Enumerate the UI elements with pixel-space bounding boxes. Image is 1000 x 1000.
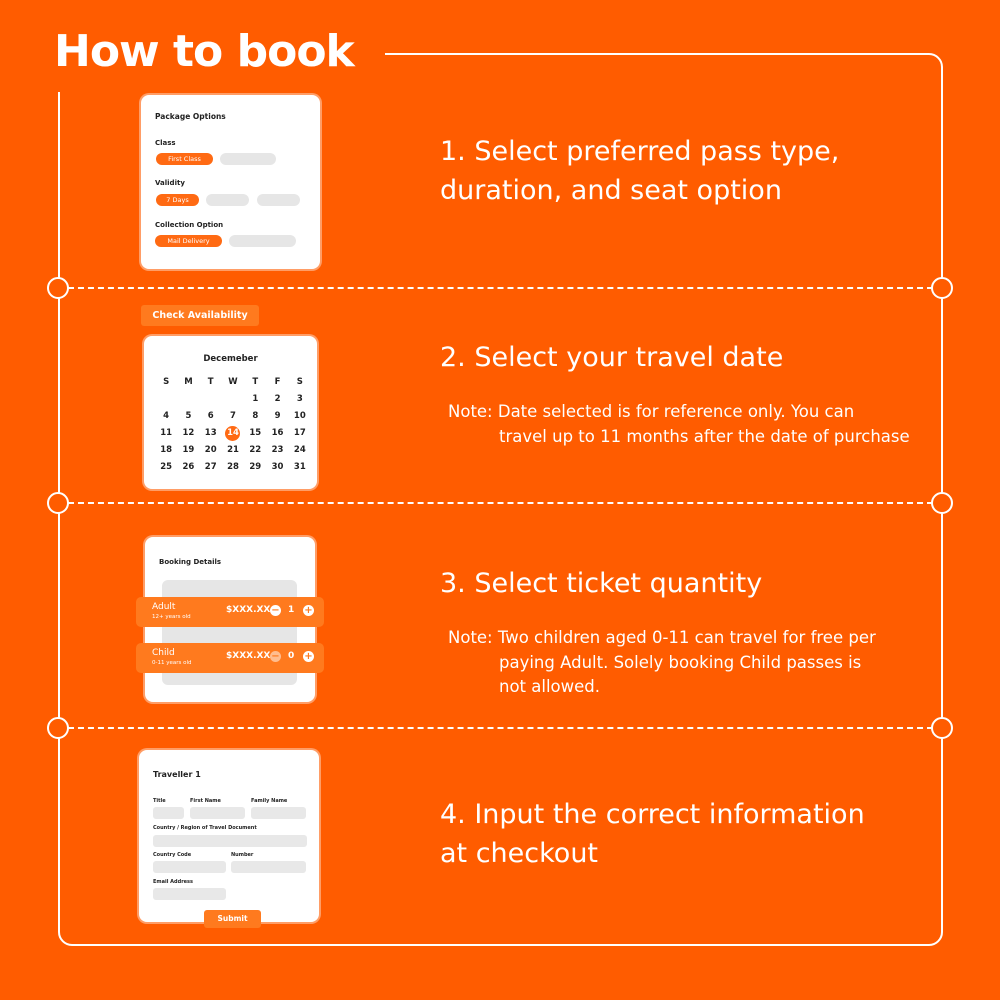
calendar-day[interactable]: 31 — [293, 462, 306, 472]
first-name-input[interactable] — [190, 807, 245, 819]
adult-ticket-row: Adult 12+ years old $XXX.XX − 1 + — [136, 597, 324, 627]
calendar-day[interactable]: 7 — [230, 411, 236, 421]
calendar-day[interactable]: 13 — [204, 428, 217, 438]
calendar-day[interactable]: 19 — [182, 445, 195, 455]
check-availability-button[interactable]: Check Availability — [141, 305, 259, 326]
calendar-day[interactable]: 2 — [274, 394, 281, 404]
step-2-note: Note: Date selected is for reference only. You can travel up to 11 months after the date of purchase — [448, 402, 910, 446]
collection-option[interactable] — [229, 235, 296, 247]
calendar-day[interactable]: 10 — [293, 411, 306, 421]
validity-option[interactable] — [206, 194, 249, 206]
step-3-note: Note: Two children aged 0-11 can travel for free per paying Adult. Solely booking Child passes is not allowed. — [448, 628, 876, 696]
calendar-day[interactable]: 11 — [160, 428, 173, 438]
divider — [58, 287, 943, 289]
submit-button[interactable]: Submit — [204, 910, 261, 928]
calendar-day[interactable]: 1 — [252, 394, 259, 404]
minus-icon[interactable]: − — [271, 651, 280, 662]
number-input[interactable] — [231, 861, 306, 873]
weekday-label: W — [228, 377, 238, 387]
calendar-day[interactable]: 15 — [249, 428, 262, 438]
email-input[interactable] — [153, 888, 226, 900]
country-code-input[interactable] — [153, 861, 226, 873]
calendar-day[interactable]: 22 — [249, 445, 262, 455]
minus-icon[interactable]: − — [271, 605, 280, 616]
calendar-day[interactable]: 4 — [163, 411, 170, 421]
class-option-selected[interactable]: First Class — [156, 153, 213, 165]
page-title: How to book — [54, 26, 354, 77]
country-input[interactable] — [153, 835, 307, 847]
calendar-day[interactable]: 8 — [252, 411, 259, 421]
calendar-day[interactable]: 27 — [204, 462, 217, 472]
calendar-card: Decemeber S M T W T F S 1 2 3 4 5 6 7 8 9 10 11 12 13 14 15 16 17 18 19 20 21 22 23 24 25 26 27 28 29 30 31 — [144, 336, 317, 489]
step-2-text: 2. Select your travel date — [440, 342, 784, 373]
calendar-day[interactable]: 30 — [271, 462, 284, 472]
family-name-input[interactable] — [251, 807, 306, 819]
weekday-label: S — [163, 377, 170, 387]
plus-icon[interactable]: + — [304, 651, 313, 662]
traveller-form-card: Traveller 1 Title First Name Family Name Country / Region of Travel Document Country Code Number Email Address — [139, 750, 319, 922]
weekday-label: F — [274, 377, 281, 387]
calendar-day[interactable]: 28 — [227, 462, 239, 472]
validity-option[interactable] — [257, 194, 300, 206]
step-3-text: 3. Select ticket quantity — [440, 568, 763, 599]
calendar-day[interactable]: 23 — [271, 445, 284, 455]
collection-option-selected[interactable]: Mail Delivery — [155, 235, 222, 247]
calendar-day[interactable]: 12 — [182, 428, 195, 438]
calendar-day[interactable]: 17 — [293, 428, 306, 438]
calendar-day[interactable]: 9 — [274, 411, 281, 421]
weekday-label: T — [252, 377, 259, 387]
weekday-label: S — [296, 377, 303, 387]
calendar-day[interactable]: 18 — [160, 445, 173, 455]
calendar-day[interactable]: 5 — [185, 411, 192, 421]
calendar-day[interactable]: 20 — [204, 445, 217, 455]
calendar-day[interactable]: 25 — [160, 462, 173, 472]
calendar-day[interactable]: 21 — [227, 445, 239, 455]
calendar-day[interactable]: 26 — [182, 462, 195, 472]
plus-icon[interactable]: + — [304, 605, 313, 616]
weekday-label: T — [207, 377, 214, 387]
child-ticket-row: Child 0-11 years old $XXX.XX − 0 + — [136, 643, 324, 673]
calendar-day[interactable]: 24 — [293, 445, 306, 455]
validity-option-selected[interactable]: 7 Days — [156, 194, 199, 206]
calendar-day[interactable]: 3 — [296, 394, 303, 404]
divider — [58, 727, 943, 729]
calendar-day[interactable]: 6 — [207, 411, 214, 421]
package-options-card: Package Options Class First Class Validity 7 Days Collection Option Mail Delivery — [141, 95, 320, 269]
calendar-day-selected[interactable]: 14 — [225, 426, 240, 441]
calendar-day[interactable]: 16 — [271, 428, 284, 438]
step-4-text: 4. Input the correct information at checkout — [440, 799, 865, 869]
calendar-day[interactable]: 29 — [249, 462, 262, 472]
class-option[interactable] — [220, 153, 276, 165]
title-input[interactable] — [153, 807, 184, 819]
step-1-text: 1. Select preferred pass type, duration, and seat option — [440, 136, 840, 206]
calendar-grid — [155, 376, 311, 474]
weekday-label: M — [184, 377, 193, 387]
divider — [58, 502, 943, 504]
booking-details-card: Booking Details — [145, 537, 315, 702]
